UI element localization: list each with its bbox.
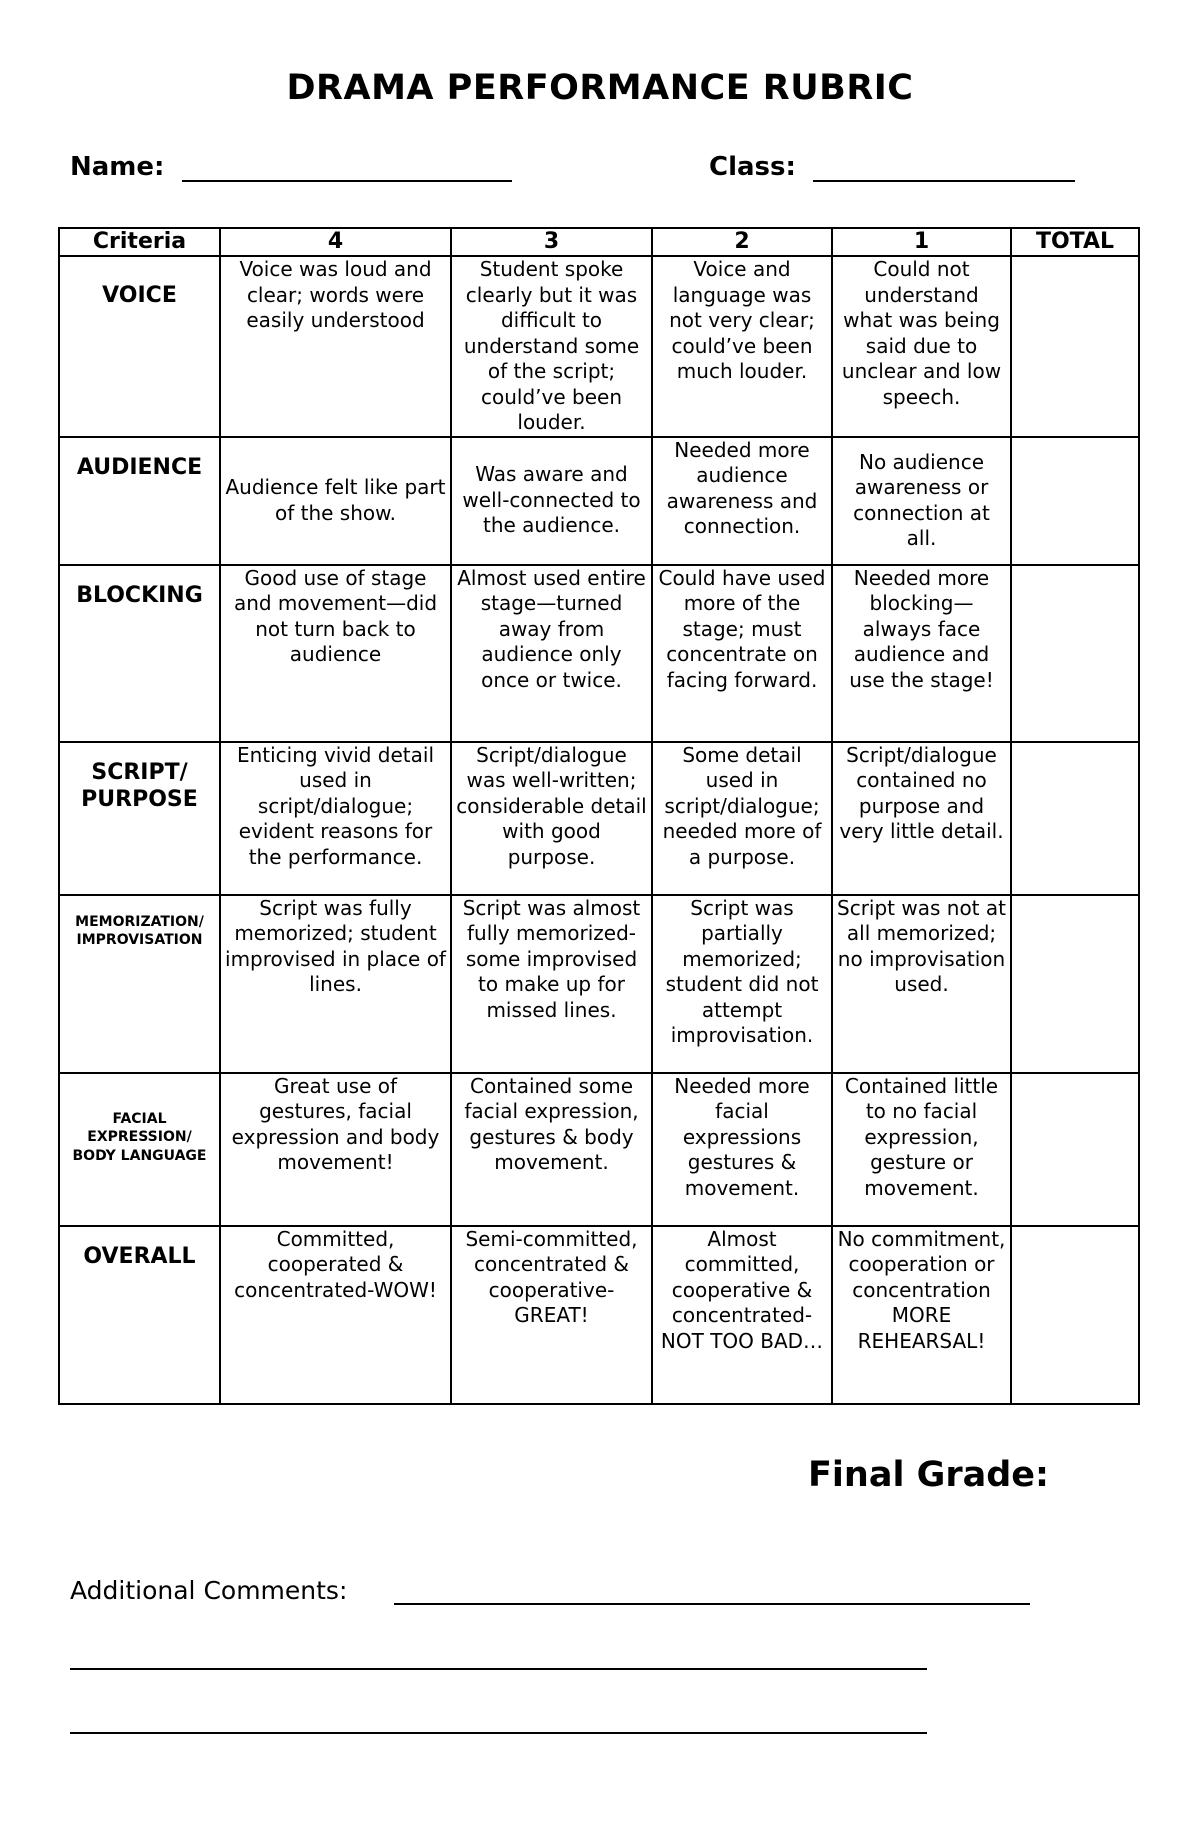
total-voice[interactable] bbox=[1011, 256, 1139, 437]
rubric-row-blocking bbox=[59, 565, 1139, 742]
cell-facial-3: Contained some facial expression, gestures & body movement. bbox=[451, 1073, 652, 1226]
comments-label: Additional Comments: bbox=[70, 1576, 348, 1605]
rubric-row-memorization bbox=[59, 895, 1139, 1073]
rubric-row-audience bbox=[59, 437, 1139, 565]
criteria-memorization: MEMORIZATION/ IMPROVISATION bbox=[59, 895, 220, 1073]
cell-blocking-3: Almost used entire stage—turned away from audience only once or twice. bbox=[451, 565, 652, 742]
rubric-header-row bbox=[59, 228, 1139, 256]
total-overall[interactable] bbox=[1011, 1226, 1139, 1404]
comments-line-2[interactable] bbox=[70, 1668, 927, 1670]
cell-audience-2: Needed more audience awareness and connection. bbox=[652, 437, 832, 565]
rubric-table bbox=[58, 227, 1140, 1405]
name-label: Name: bbox=[70, 152, 165, 182]
cell-memorization-1: Script was not at all memorized; no improvisation used. bbox=[832, 895, 1011, 1073]
rubric-row-script bbox=[59, 742, 1139, 895]
criteria-facial-expression: FACIAL EXPRESSION/ BODY LANGUAGE bbox=[59, 1073, 220, 1226]
cell-memorization-4: Script was fully memorized; student improvised in place of lines. bbox=[220, 895, 451, 1073]
rubric-row-overall bbox=[59, 1226, 1139, 1404]
cell-script-3: Script/dialogue was well-written; considerable detail with good purpose. bbox=[451, 742, 652, 895]
criteria-audience: AUDIENCE bbox=[59, 437, 220, 565]
header-criteria: Criteria bbox=[59, 228, 220, 256]
cell-memorization-3: Script was almost fully memorized-some improvised to make up for missed lines. bbox=[451, 895, 652, 1073]
criteria-script-purpose: SCRIPT/ PURPOSE bbox=[59, 742, 220, 895]
header-score-2: 2 bbox=[652, 228, 832, 256]
cell-facial-4: Great use of gestures, facial expression and body movement! bbox=[220, 1073, 451, 1226]
rubric-row-facial bbox=[59, 1073, 1139, 1226]
cell-voice-1: Could not understand what was being said due to unclear and low speech. bbox=[832, 256, 1011, 437]
comments-line-1[interactable] bbox=[394, 1603, 1030, 1605]
final-grade-label: Final Grade: bbox=[808, 1455, 1050, 1495]
cell-script-2: Some detail used in script/dialogue; needed more of a purpose. bbox=[652, 742, 832, 895]
cell-audience-3: Was aware and well-connected to the audience. bbox=[451, 437, 652, 565]
cell-audience-4: Audience felt like part of the show. bbox=[220, 437, 451, 565]
name-blank-line[interactable] bbox=[182, 180, 512, 182]
cell-voice-2: Voice and language was not very clear; could’ve been much louder. bbox=[652, 256, 832, 437]
criteria-overall: OVERALL bbox=[59, 1226, 220, 1404]
total-facial[interactable] bbox=[1011, 1073, 1139, 1226]
cell-blocking-2: Could have used more of the stage; must concentrate on facing forward. bbox=[652, 565, 832, 742]
cell-script-1: Script/dialogue contained no purpose and very little detail. bbox=[832, 742, 1011, 895]
header-total: TOTAL bbox=[1011, 228, 1139, 256]
total-memorization[interactable] bbox=[1011, 895, 1139, 1073]
comments-line-3[interactable] bbox=[70, 1732, 927, 1734]
class-blank-line[interactable] bbox=[813, 180, 1075, 182]
cell-audience-1: No audience awareness or connection at all. bbox=[832, 437, 1011, 565]
cell-script-4: Enticing vivid detail used in script/dialogue; evident reasons for the performance. bbox=[220, 742, 451, 895]
header-score-1: 1 bbox=[832, 228, 1011, 256]
cell-overall-1: No commitment, cooperation or concentration MORE REHEARSAL! bbox=[832, 1226, 1011, 1404]
cell-facial-2: Needed more facial expressions gestures & movement. bbox=[652, 1073, 832, 1226]
cell-voice-3: Student spoke clearly but it was difficult to understand some of the script; could’ve been louder. bbox=[451, 256, 652, 437]
cell-blocking-4: Good use of stage and movement—did not turn back to audience bbox=[220, 565, 451, 742]
cell-overall-2: Almost committed, cooperative & concentrated-NOT TOO BAD… bbox=[652, 1226, 832, 1404]
rubric-row-voice bbox=[59, 256, 1139, 437]
cell-memorization-2: Script was partially memorized; student did not attempt improvisation. bbox=[652, 895, 832, 1073]
cell-voice-4: Voice was loud and clear; words were easily understood bbox=[220, 256, 451, 437]
header-score-4: 4 bbox=[220, 228, 451, 256]
cell-overall-4: Committed, cooperated & concentrated-WOW! bbox=[220, 1226, 451, 1404]
class-label: Class: bbox=[709, 152, 796, 182]
header-score-3: 3 bbox=[451, 228, 652, 256]
total-script[interactable] bbox=[1011, 742, 1139, 895]
criteria-blocking: BLOCKING bbox=[59, 565, 220, 742]
total-audience[interactable] bbox=[1011, 437, 1139, 565]
cell-facial-1: Contained little to no facial expression, gesture or movement. bbox=[832, 1073, 1011, 1226]
page-title: DRAMA PERFORMANCE RUBRIC bbox=[286, 68, 914, 108]
cell-blocking-1: Needed more blocking—always face audience and use the stage! bbox=[832, 565, 1011, 742]
criteria-voice: VOICE bbox=[59, 256, 220, 437]
cell-overall-3: Semi-committed, concentrated & cooperative-GREAT! bbox=[451, 1226, 652, 1404]
total-blocking[interactable] bbox=[1011, 565, 1139, 742]
